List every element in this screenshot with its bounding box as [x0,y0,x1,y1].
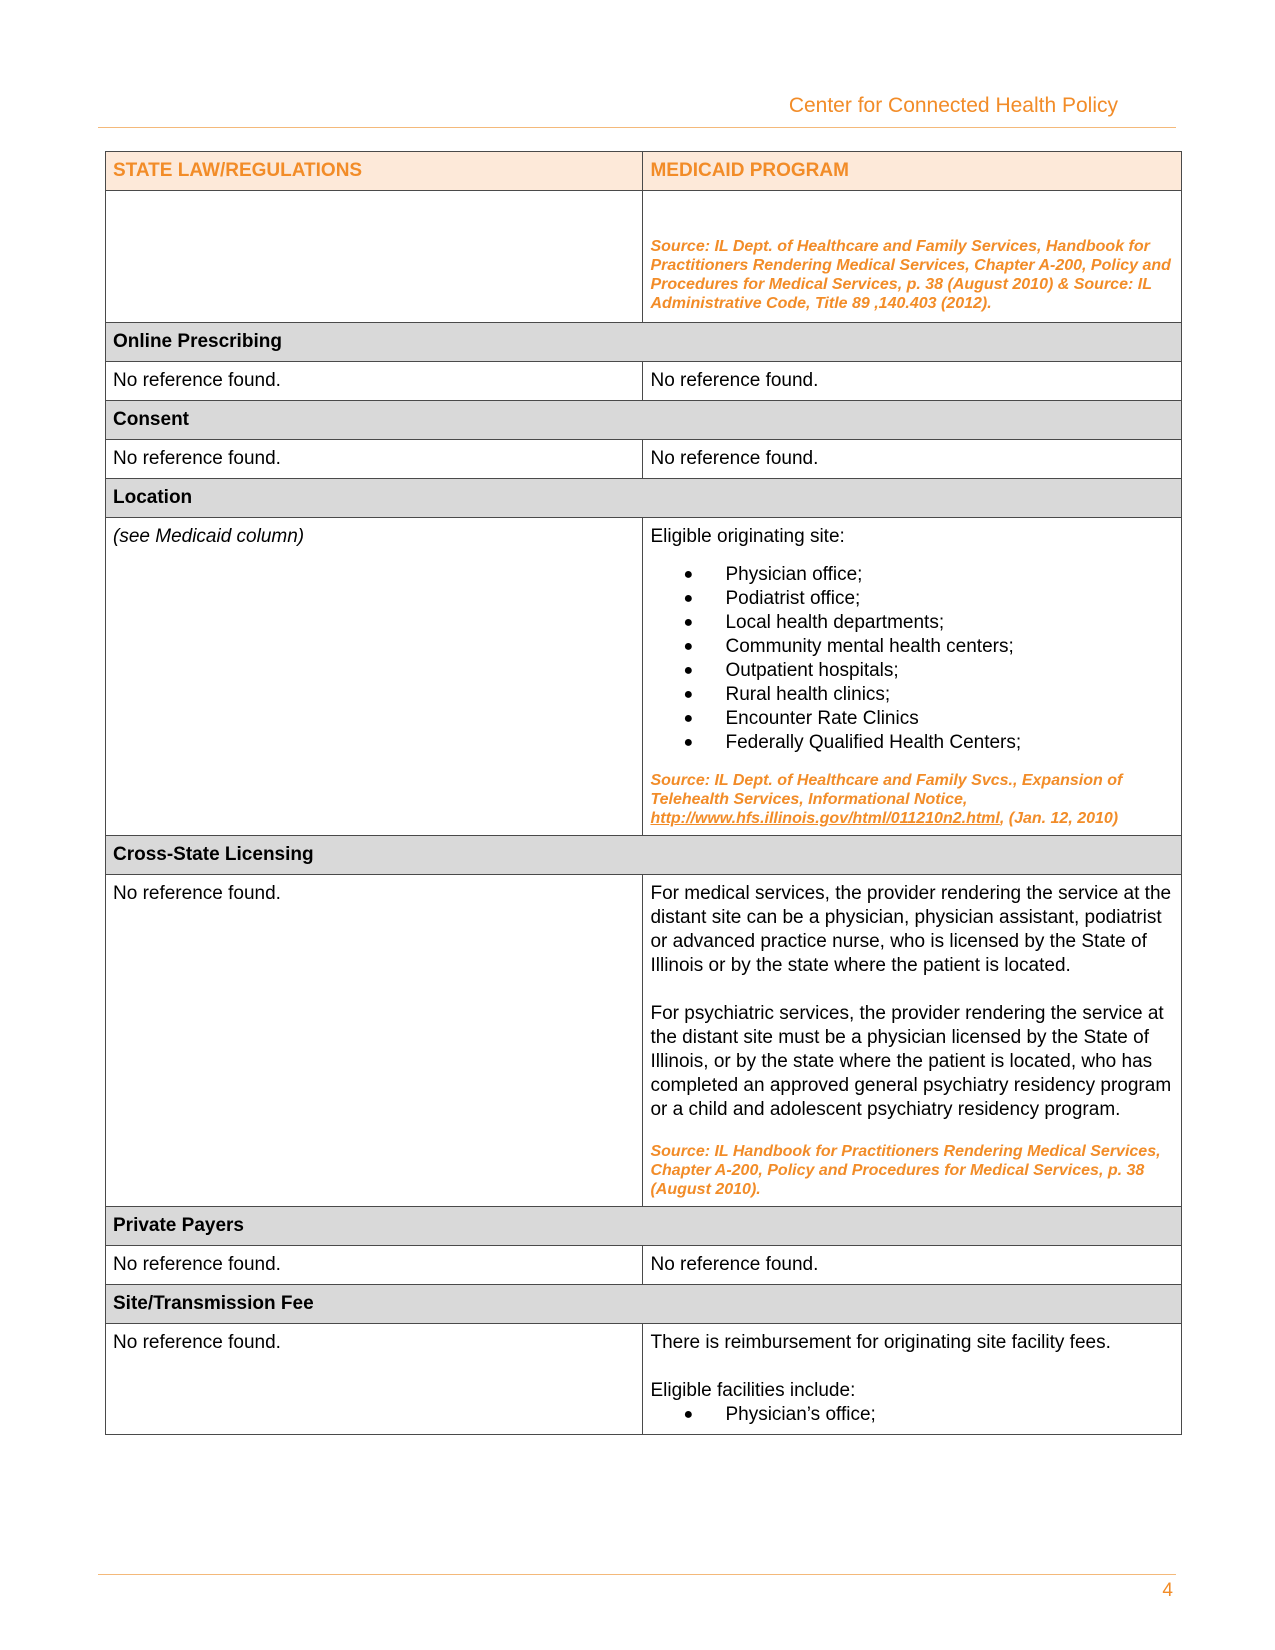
bullet-icon: ● [683,590,694,607]
table-row [106,440,1182,479]
cell-medicaid: No reference found. [643,362,1182,401]
paragraph: For psychiatric services, the provider rendering the service at the distant site must be a physician licensed by the State of Illinois, or by the state where the patient is located, who has completed an approved general psychiatry residency program or a child and adolescent psychiatry residency program. [650,1003,1172,1120]
source-link[interactable]: http://www.hfs.illinois.gov/html/011210n2.html [650,810,1000,827]
cell-medicaid [643,518,1182,836]
bullet-icon: ● [683,662,694,679]
header-divider [98,127,1176,128]
policy-table [105,151,1182,1435]
cell-medicaid [643,1324,1182,1435]
column-header-medicaid: MEDICAID PROGRAM [643,152,1182,191]
paragraph: Eligible facilities include: [650,1380,856,1401]
page-number: 4 [1162,1580,1173,1601]
bullet-icon: ● [683,1406,694,1423]
table-row [106,1324,1182,1435]
table-row [106,362,1182,401]
section-header-cross-state-licensing [106,836,1182,875]
cell-state-law: No reference found. [106,362,643,401]
cell-state-law: No reference found. [106,1246,643,1285]
source-citation: Source: IL Dept. of Healthcare and Family Svcs., Expansion of Telehealth Services, Informational Notice, http://www.hfs.illinois.gov/html/011210n2.html, (Jan. 12, 2010) [650,772,1123,827]
bullet-icon: ● [683,734,694,751]
section-header-site-transmission-fee [106,1285,1182,1324]
section-header-online-prescribing [106,323,1182,362]
cell-medicaid: No reference found. [643,440,1182,479]
paragraph: For medical services, the provider rendering the service at the distant site can be a physician, physician assistant, podiatrist or advanced practice nurse, who is licensed by the State of Illinois or by the state where the patient is located. [650,883,1172,976]
table-row [106,191,1182,323]
cell-state-law: No reference found. [106,440,643,479]
bullet-icon: ● [683,614,694,631]
list-item: ● Local health departments; [683,612,945,633]
section-title: Cross-State Licensing [106,836,1182,875]
table-row [106,518,1182,836]
section-title: Consent [106,401,1182,440]
cell-state-law [106,191,643,323]
list-item: ● Podiatrist office; [683,588,861,609]
column-header-state-law: STATE LAW/REGULATIONS [106,152,643,191]
list-item: ● Outpatient hospitals; [683,660,899,681]
header-title: Center for Connected Health Policy [788,94,1118,117]
section-title: Private Payers [106,1207,1182,1246]
list-item: ● Physician office; [683,564,863,585]
paragraph: There is reimbursement for originating site facility fees. [650,1332,1111,1353]
list-item: ● Physician’s office; [683,1404,876,1425]
cell-state-law: No reference found. [106,1324,643,1435]
cell-medicaid: No reference found. [643,1246,1182,1285]
cell-state-law: No reference found. [106,875,643,1207]
bullet-icon: ● [683,638,694,655]
cell-medicaid [643,191,1182,323]
bullet-icon: ● [683,710,694,727]
cell-medicaid [643,875,1182,1207]
section-title: Site/Transmission Fee [106,1285,1182,1324]
bullet-icon: ● [683,566,694,583]
list-item: ● Community mental health centers; [683,636,1014,657]
source-citation: Source: IL Handbook for Practitioners Rendering Medical Services, Chapter A-200, Policy and Procedures for Medical Services, p. 38 (August 2010). [650,1143,1161,1198]
originating-site-intro: Eligible originating site: [650,526,845,547]
section-title: Online Prescribing [106,323,1182,362]
section-header-location [106,479,1182,518]
section-title: Location [106,479,1182,518]
footer-divider [98,1574,1176,1575]
cell-state-law: (see Medicaid column) [106,518,643,836]
section-header-private-payers [106,1207,1182,1246]
source-citation: Source: IL Dept. of Healthcare and Family Services, Handbook for Practitioners Rendering Medical Services, Chapter A-200, Policy and Procedures for Medical Services, p. 38 (August 2010) & Source: IL Administrative Code, Title 89 ,140.403 (2012). [650,238,1171,312]
table-row [106,1246,1182,1285]
column-header-row [106,152,1182,191]
bullet-icon: ● [683,686,694,703]
facility-list [650,1403,1174,1427]
section-header-consent [106,401,1182,440]
table-row [106,875,1182,1207]
list-item: ● Encounter Rate Clinics [683,708,919,729]
list-item: ● Federally Qualified Health Centers; [683,732,1022,753]
list-item: ● Rural health clinics; [683,684,891,705]
originating-site-list [650,563,1174,755]
